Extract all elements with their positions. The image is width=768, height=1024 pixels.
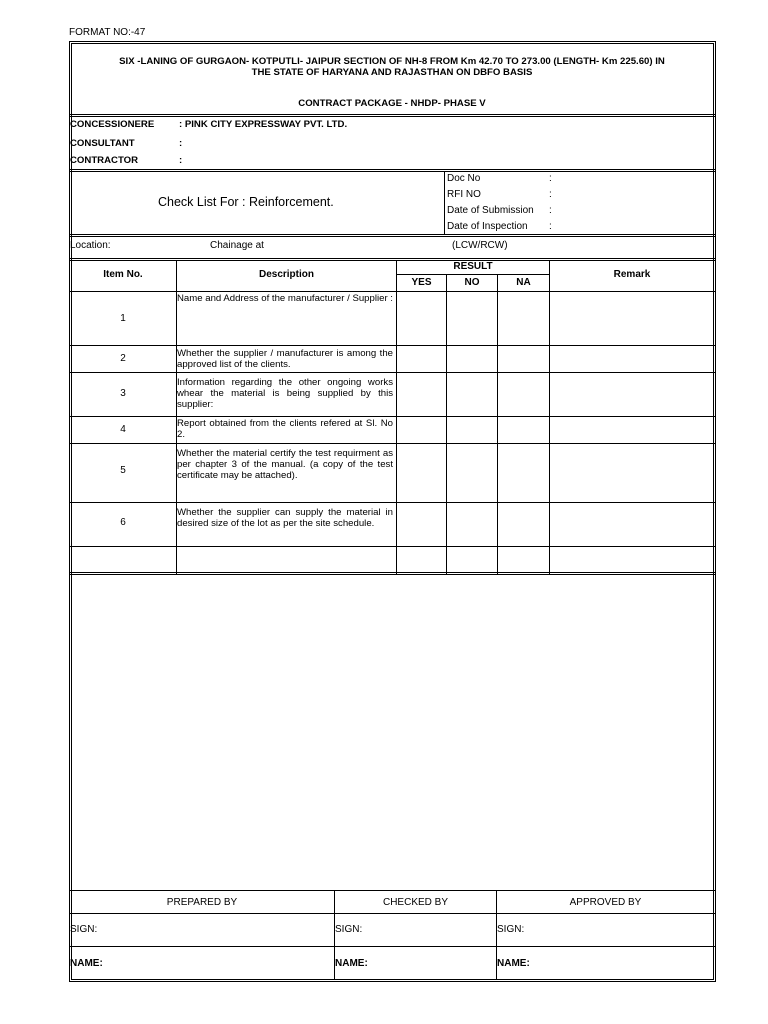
col-description: Description <box>258 269 314 280</box>
rfi-no-value: : <box>549 189 552 200</box>
row-3-description: Information regarding the other ongoing works whear the material is being supplied by this supplier: <box>177 377 393 410</box>
concessionere-label: CONCESSIONERE <box>70 119 155 130</box>
row-2-item-no: 2 <box>120 353 126 364</box>
contractor-value: : <box>179 155 183 166</box>
project-title-line2: THE STATE OF HARYANA AND RAJASTHAN ON DBFO BASIS <box>251 67 533 78</box>
row-5-item-no: 5 <box>120 465 126 476</box>
row-2-description: Whether the supplier / manufacturer is among the approved list of the clients. <box>177 348 393 370</box>
prepared-name-label: NAME: <box>70 958 103 969</box>
contractor-label: CONTRACTOR <box>70 155 139 166</box>
date-inspection-label: Date of Inspection <box>447 221 528 232</box>
row-1-description: Name and Address of the manufacturer / Supplier : <box>177 293 393 304</box>
checklist-title: Check List For : Reinforcement. <box>158 195 334 209</box>
col-remark: Remark <box>613 269 651 280</box>
row-1-item-no: 1 <box>120 313 126 324</box>
checked-sign-label: SIGN: <box>335 924 363 935</box>
doc-no-label: Doc No <box>447 173 481 184</box>
format-number: FORMAT NO:-47 <box>69 27 146 38</box>
checked-name-label: NAME: <box>335 958 368 969</box>
consultant-label: CONSULTANT <box>70 138 135 149</box>
row-3-item-no: 3 <box>120 388 126 399</box>
col-yes: YES <box>411 277 432 288</box>
date-submission-label: Date of Submission <box>447 205 534 216</box>
row-4-item-no: 4 <box>120 424 126 435</box>
row-4-description: Report obtained from the clients refered at Sl. No 2. <box>177 418 393 440</box>
prepared-by-label: PREPARED BY <box>166 897 238 908</box>
col-item-no: Item No. <box>103 269 143 280</box>
row-5-description: Whether the material certify the test requirment as per chapter 3 of the manual. (a copy of the test certificate may be attached). <box>177 448 393 481</box>
col-no: NO <box>464 277 480 288</box>
row-6-description: Whether the supplier can supply the material in desired size of the lot as per the site schedule. <box>177 507 393 529</box>
approved-sign-label: SIGN: <box>497 924 525 935</box>
checked-by-label: CHECKED BY <box>382 897 448 908</box>
prepared-sign-label: SIGN: <box>70 924 98 935</box>
concessionere-value: : PINK CITY EXPRESSWAY PVT. LTD. <box>179 119 348 130</box>
col-na: NA <box>516 277 531 288</box>
consultant-value: : <box>179 138 183 149</box>
rfi-no-label: RFI NO <box>447 189 481 200</box>
contract-package: CONTRACT PACKAGE - NHDP- PHASE V <box>298 98 486 109</box>
approved-name-label: NAME: <box>497 958 530 969</box>
side-label: (LCW/RCW) <box>452 240 508 251</box>
date-inspection-value: : <box>549 221 552 232</box>
date-submission-value: : <box>549 205 552 216</box>
location-label: Location: <box>70 240 111 251</box>
chainage-label: Chainage at <box>210 240 264 251</box>
doc-no-value: : <box>549 173 552 184</box>
remarks-blank-area <box>72 576 712 888</box>
approved-by-label: APPROVED BY <box>569 897 642 908</box>
project-title <box>72 56 712 78</box>
row-6-item-no: 6 <box>120 517 126 528</box>
project-title-line1: SIX -LANING OF GURGAON- KOTPUTLI- JAIPUR SECTION OF NH-8 FROM Km 42.70 TO 273.00 (LENGTH- Km 225.60) IN <box>119 56 665 67</box>
col-result: RESULT <box>453 261 493 272</box>
